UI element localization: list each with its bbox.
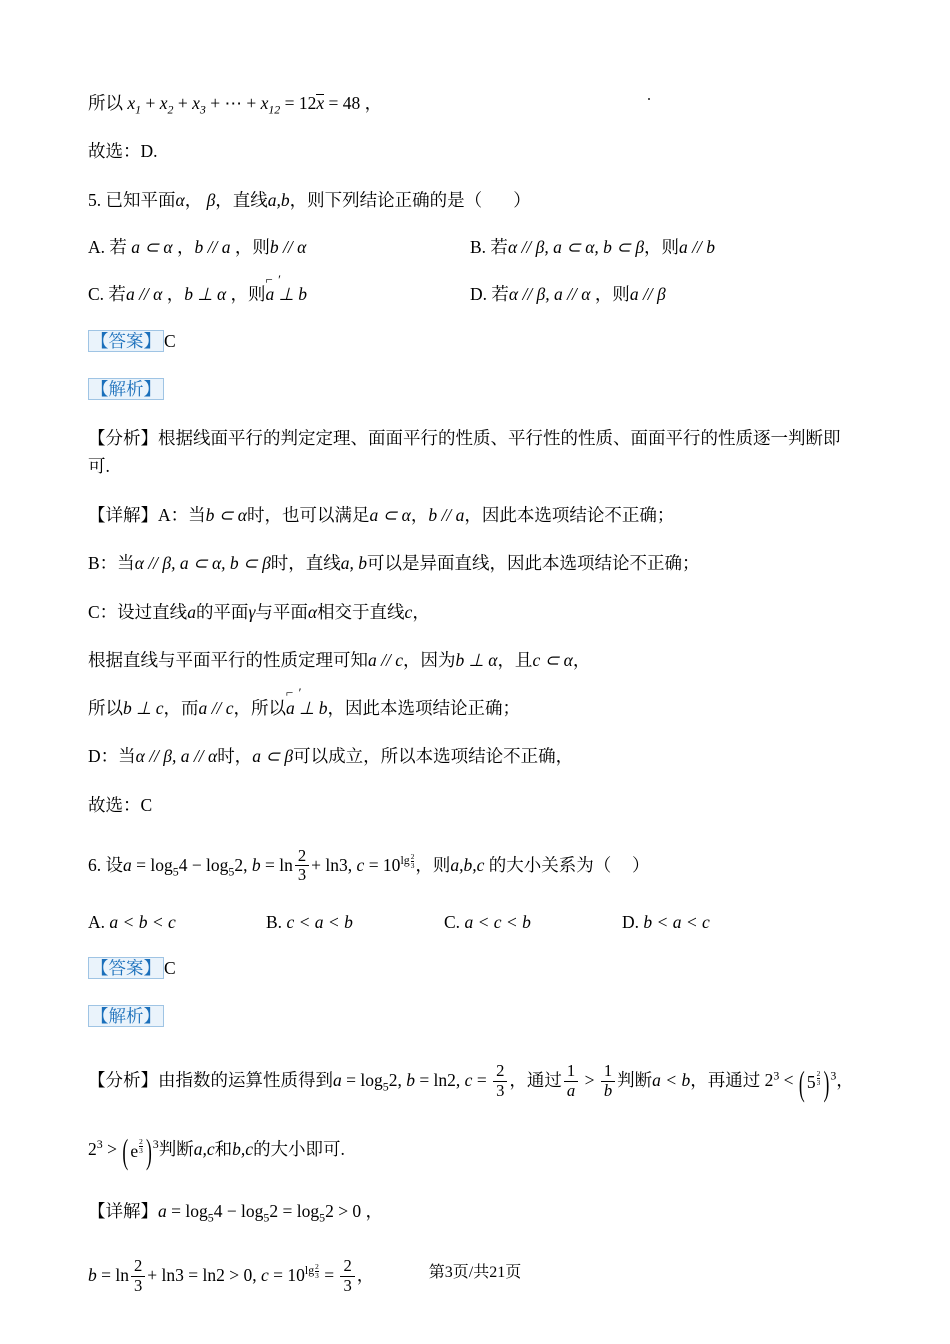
- question-6-analyze-2: $2^3$ > ( e $^{\frac{2}{3}}$ ) $^3$判断a,c和b,c的大小即可.: [88, 1136, 862, 1164]
- question-5-options-row-2: [88, 271, 862, 306]
- question-6-analysis-label: 【解析】: [88, 1003, 862, 1029]
- page-footer: 第3页/共21页: [428, 1264, 522, 1281]
- question-6-detail-1: 【详解】$a = \log_54 - \log_52 = \log_52 > 0$ ，: [88, 1200, 384, 1225]
- question-5-detail-B: B：当α // β, a ⊂ α, b ⊂ β时，直线a, b可以是异面直线，因此本选项结论不正确；: [88, 553, 700, 574]
- page-dot-artifact: [648, 98, 650, 100]
- question-5-analysis-label: [88, 376, 862, 402]
- option-5-C[interactable]: C. 若a // α ，b ⊥ α ，则 ⌐ ′ a ⊥ b: [88, 271, 308, 304]
- option-6-D[interactable]: D. b < a < c: [622, 911, 710, 932]
- question-5-detail-C1: C：设过直线a的平面γ与平面α相交于直线c，: [88, 601, 430, 622]
- question-5-detail-D: D：当α // β, a // α时，a ⊂ β可以成立，所以本选项结论不正确，: [88, 746, 574, 767]
- answer-label: 【答案】: [88, 330, 164, 352]
- question-5-detail-C2: 根据直线与平面平行的性质定理可知a // c，因为b ⊥ α，且c ⊂ α，: [88, 649, 591, 670]
- question-5-number: 5.: [88, 189, 102, 210]
- analysis-label: 【解析】: [88, 378, 164, 400]
- question-5-detail-A: 【详解】A：当b ⊂ α时，也可以满足a ⊂ α，b // a，因此本选项结论不正确；: [88, 505, 675, 525]
- question-5-analyze: 【分析】根据线面平行的判定定理、面面平行的性质、平行性的性质、面面平行的性质逐一判断即可.: [88, 428, 841, 476]
- question-6-options-row: [88, 912, 862, 933]
- question-5-options-row-1: [88, 234, 862, 259]
- question-6-stem: 6. 设$a = \log_54 - \log_52$, b = ln $\frac{2}{3}$ + ln3, $c = 10^{lg \frac{2}{3}}$ ，则a,b,c 的大小关系为（ ）: [88, 845, 650, 885]
- question-5-answer-value: C: [164, 330, 176, 351]
- question-6-number: 6.: [88, 854, 102, 875]
- question-5-choose: 故选：C: [88, 794, 153, 815]
- option-6-C[interactable]: C. a < c < b: [444, 911, 531, 932]
- carryover-answer: 故选：D.: [88, 141, 158, 162]
- carryover-equation: 所以 $x_1 + x_2 + x_3$ + ⋯ + $x_{12} = 12x = 48$ ，: [88, 93, 383, 117]
- question-5-detail-C3: 所以b ⊥ c，而a // c，所以 ⌐ ′ a ⊥ b，因此本选项结论正确；: [88, 685, 521, 718]
- question-6-analyze-1: 【分析】由指数的运算性质得到$a = \log_52$, b = ln2, c = $\frac{2}{3}$ ，通过 $\frac{1}{a}$ > $\frac{1}{b}$ 判断a < b，再通过 $2^3$ < ( 5 $^{\frac{2}{3}}$ ) $^3$，: [88, 1063, 862, 1101]
- option-5-D[interactable]: D. 若α // β, a // α ，则a // β: [470, 283, 666, 304]
- option-5-A[interactable]: A. 若 a ⊂ α ，b // a ，则b // α: [88, 236, 307, 257]
- question-6-detail-2: b = ln $\frac{2}{3}$ + ln3 = ln2 > 0, $c = 10^{lg \frac{2}{3}}$ = $\frac{2}{3}$ ，: [88, 1256, 375, 1295]
- option-6-B[interactable]: B. c < a < b: [266, 911, 353, 932]
- option-6-A[interactable]: A. a < b < c: [88, 911, 176, 932]
- option-5-B[interactable]: B. 若α // β, a ⊂ α, b ⊂ β，则a // b: [470, 236, 716, 257]
- question-5-stem: 5. 已知平面α， β，直线a,b，则下列结论正确的是（ ）: [88, 189, 531, 210]
- question-6-answer-value: C: [164, 957, 176, 978]
- question-6-answer: 【答案】 C: [88, 955, 862, 981]
- question-5-answer: [88, 328, 862, 354]
